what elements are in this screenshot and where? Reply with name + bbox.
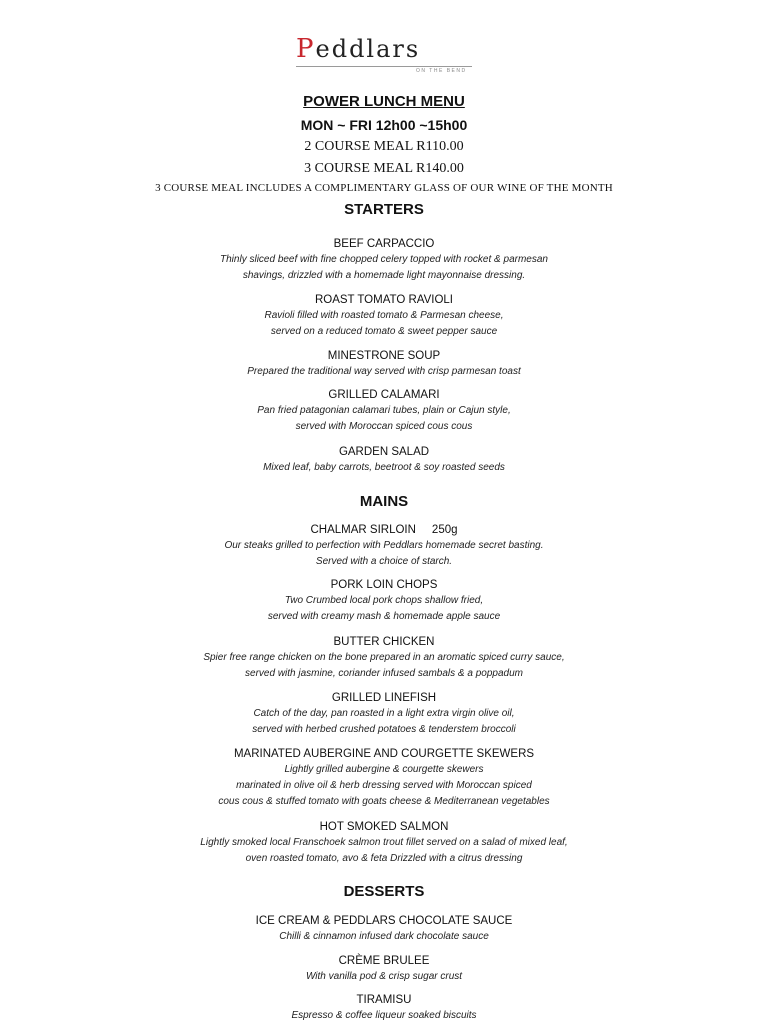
logo-underline: [296, 66, 472, 67]
menu-item-description: served with jasmine, coriander infused sambals & a poppadum: [245, 668, 523, 679]
menu-item-description: Chilli & cinnamon infused dark chocolate sauce: [279, 931, 489, 942]
menu-item-name: CHALMAR SIRLOIN 250g: [310, 524, 458, 536]
menu-item: [0, 992, 768, 1024]
menu-item-description: marinated in olive oil & herb dressing served with Moroccan spiced: [236, 780, 532, 791]
menu-item-description: Catch of the day, pan roasted in a light extra virgin olive oil,: [253, 708, 515, 719]
menu-hours: MON ~ FRI 12h00 ~15h00: [300, 117, 468, 133]
menu-item-description: shavings, drizzled with a homemade light mayonnaise dressing.: [242, 270, 526, 281]
menu-item-description: Lightly smoked local Franschoek salmon trout fillet served on a salad of mixed leaf,: [200, 837, 568, 848]
two-course-price: 2 COURSE MEAL R110.00: [304, 139, 464, 154]
menu-item: [0, 819, 768, 867]
menu-item-description: Two Crumbed local pork chops shallow fried,: [284, 595, 484, 606]
menu-item-name: MARINATED AUBERGINE AND COURGETTE SKEWERS: [233, 748, 535, 760]
menu-item-name: HOT SMOKED SALMON: [319, 821, 449, 833]
menu-item-description: Espresso & coffee liqueur soaked biscuits: [291, 1010, 477, 1021]
menu-item: [0, 348, 768, 380]
menu-item: [0, 690, 768, 738]
menu-item: [0, 236, 768, 284]
menu-item-name: CRÈME BRULEE: [338, 955, 430, 967]
menu-item-description: served with Moroccan spiced cous cous: [295, 421, 473, 432]
menu-item-name: MINESTRONE SOUP: [327, 350, 441, 362]
menu-item: [0, 953, 768, 985]
menu-item: [0, 746, 768, 810]
menu-item-name: ROAST TOMATO RAVIOLI: [314, 294, 454, 306]
menu-item-description: Our steaks grilled to perfection with Peddlars homemade secret basting.: [224, 540, 544, 551]
menu-item: [0, 634, 768, 682]
menu-item-description: Spier free range chicken on the bone prepared in an aromatic spiced curry sauce,: [203, 652, 565, 663]
menu-item-description: Thinly sliced beef with fine chopped celery topped with rocket & parmesan: [220, 254, 548, 265]
menu-item-name: GRILLED LINEFISH: [331, 692, 437, 704]
menu-item: [0, 444, 768, 476]
menu-item-description: Lightly grilled aubergine & courgette skewers: [284, 764, 484, 775]
menu-item-name: TIRAMISU: [356, 994, 412, 1006]
menu-item-description: served on a reduced tomato & sweet pepper sauce: [270, 326, 498, 337]
menu-item: [0, 522, 768, 570]
menu-item-name: PORK LOIN CHOPS: [330, 579, 438, 591]
menu-item-description: Served with a choice of starch.: [315, 556, 453, 567]
menu-item-description: With vanilla pod & crisp sugar crust: [305, 971, 463, 982]
menu-item: [0, 577, 768, 625]
includes-note: 3 COURSE MEAL INCLUDES A COMPLIMENTARY GLASS OF OUR WINE OF THE MONTH: [155, 182, 613, 194]
logo-tagline: ON THE BEND: [416, 68, 467, 74]
menu-item: [0, 387, 768, 435]
menu-item-description: Mixed leaf, baby carrots, beetroot & soy roasted seeds: [263, 462, 505, 473]
menu-item-description: cous cous & stuffed tomato with goats cheese & Mediterranean vegetables: [218, 796, 550, 807]
menu-item-description: Ravioli filled with roasted tomato & Parmesan cheese,: [264, 310, 504, 321]
menu-item: [0, 913, 768, 945]
menu-item-description: Prepared the traditional way served with crisp parmesan toast: [247, 366, 521, 377]
menu-item-description: served with herbed crushed potatoes & tenderstem broccoli: [252, 724, 516, 735]
menu-item-description: Pan fried patagonian calamari tubes, plain or Cajun style,: [257, 405, 511, 416]
menu-title: POWER LUNCH MENU: [303, 93, 465, 110]
section-heading-mains: MAINS: [359, 493, 409, 510]
section-heading-starters: STARTERS: [344, 201, 424, 218]
three-course-price: 3 COURSE MEAL R140.00: [304, 161, 464, 176]
menu-item-name: GARDEN SALAD: [338, 446, 430, 458]
menu-item: [0, 292, 768, 340]
menu-item-description: served with creamy mash & homemade apple sauce: [267, 611, 501, 622]
portion-weight: 250g: [431, 524, 458, 536]
menu-item-name: BUTTER CHICKEN: [333, 636, 435, 648]
menu-item-name: GRILLED CALAMARI: [328, 389, 440, 401]
logo-wordmark: Peddlars: [296, 34, 421, 64]
section-heading-desserts: DESSERTS: [343, 883, 425, 900]
menu-item-name: BEEF CARPACCIO: [333, 238, 435, 250]
menu-item-name: ICE CREAM & PEDDLARS CHOCOLATE SAUCE: [255, 915, 513, 927]
menu-item-description: oven roasted tomato, avo & feta Drizzled with a citrus dressing: [245, 853, 523, 864]
peddlars-logo: [296, 34, 474, 74]
